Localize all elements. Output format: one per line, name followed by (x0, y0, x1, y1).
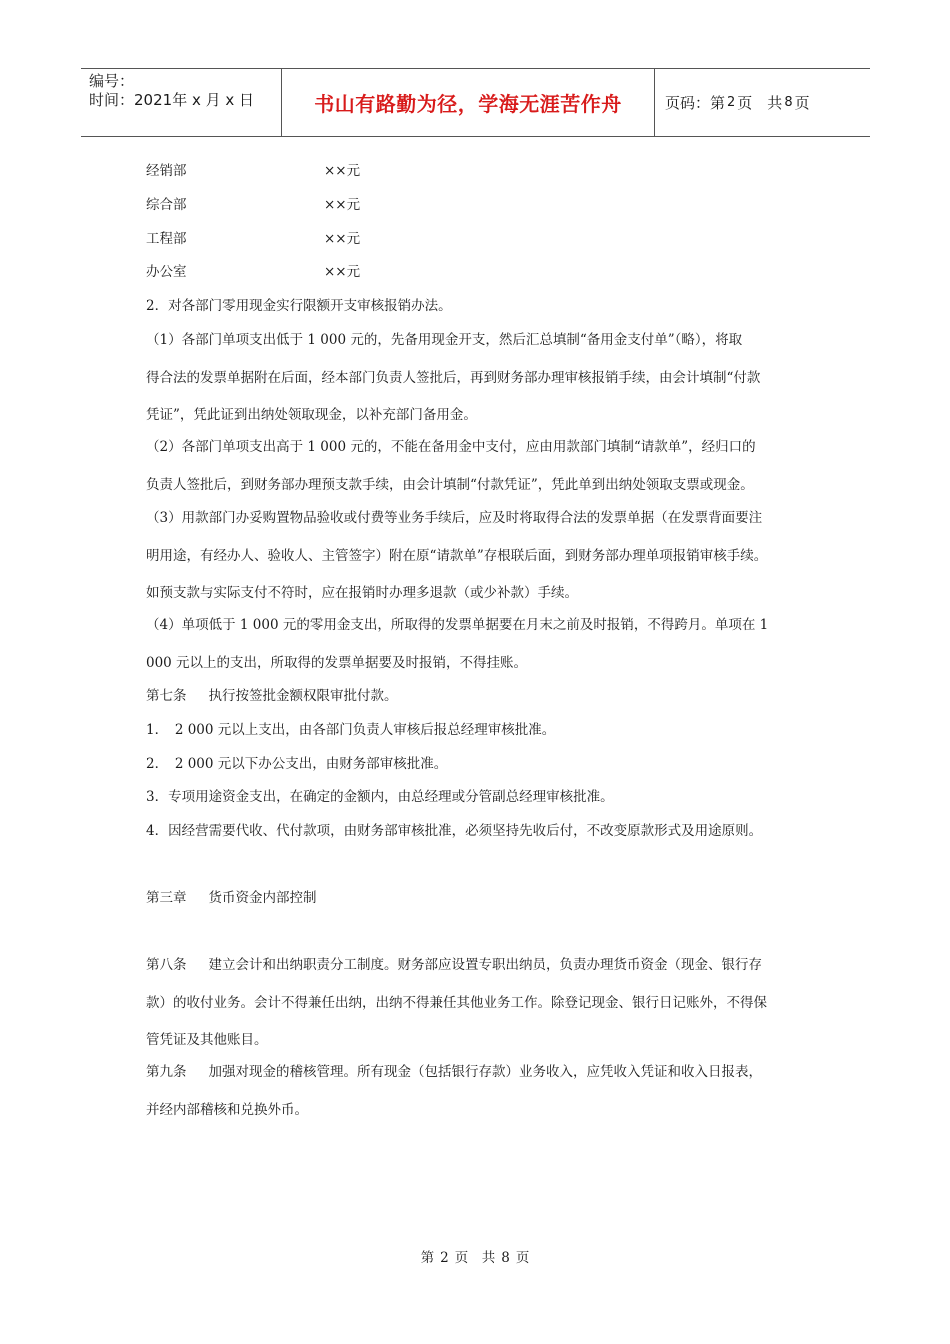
motto: 书山有路勤为径，学海无涯苦作舟 (314, 92, 622, 116)
paragraph-line: 负责人签批后，到财务部办理预支款手续，由会计填制“付款凭证”，凭此单到出纳处领取支票或现金。 (146, 477, 754, 493)
paragraph-line: 2． 2 000 元以下办公支出，由财务部审核批准。 (146, 756, 448, 772)
paragraph-line: 管凭证及其他账目。 (146, 1032, 268, 1048)
budget-dept: 工程部 (146, 231, 187, 247)
article-heading: 第八条 (146, 957, 187, 973)
budget-amount: ××元 (324, 264, 361, 280)
budget-amount: ××元 (324, 163, 361, 179)
page-num: 2 (727, 95, 736, 110)
footer-mid: 页 共 (454, 1250, 496, 1266)
budget-row (146, 195, 361, 215)
article-7 (146, 686, 398, 706)
serial-label: 编号： (89, 72, 135, 90)
budget-row (146, 262, 361, 282)
article-text: 执行按签批金额权限审批付款。 (208, 688, 398, 704)
page-header (81, 68, 870, 137)
paragraph-line: 并经内部稽核和兑换外币。 (146, 1102, 308, 1118)
article-9 (146, 1062, 762, 1082)
header-page-number (655, 69, 870, 136)
footer-end: 页 (515, 1250, 530, 1266)
budget-amount: ××元 (324, 197, 361, 213)
chapter-number: 第三章 (146, 890, 187, 906)
budget-row (146, 161, 361, 181)
date-prefix: 时间： (89, 91, 135, 109)
page-footer (0, 1246, 950, 1266)
date-year: 2021 (134, 91, 173, 109)
paragraph-line: 2．对各部门零用现金实行限额开支审核报销办法。 (146, 298, 452, 314)
page-mid: 页 共 (737, 94, 783, 112)
footer-num: 2 (440, 1250, 449, 1266)
article-heading: 第九条 (146, 1064, 187, 1080)
footer-pre: 第 (420, 1250, 435, 1266)
page-end: 页 (794, 94, 810, 112)
paragraph-line: 凭证”，凭此证到出纳处领取现金，以补充部门备用金。 (146, 407, 477, 423)
paragraph-line: 款）的收付业务。会计不得兼任出纳，出纳不得兼任其他业务工作。除登记现金、银行日记账外，不得保 (146, 995, 767, 1011)
paragraph-line: 如预支款与实际支付不符时，应在报销时办理多退款（或少补款）手续。 (146, 585, 578, 601)
article-heading: 第七条 (146, 688, 187, 704)
header-motto-cell (282, 69, 655, 136)
date-line (89, 91, 281, 110)
article-text: 加强对现金的稽核管理。所有现金（包括银行存款）业务收入，应凭收入凭证和收入日报表， (208, 1064, 762, 1080)
paragraph-line: （3）用款部门办妥购置物品验收或付费等业务手续后，应及时将取得合法的发票单据（在发票背面要注 (146, 510, 763, 526)
date-rest: 年 x 月 x 日 (172, 91, 255, 109)
budget-amount: ××元 (324, 231, 361, 247)
budget-row (146, 229, 361, 249)
paragraph-line: （1）各部门单项支出低于 1 000 元的，先备用现金开支，然后汇总填制“备用金支付单”（略），将取 (146, 332, 743, 348)
footer-total: 8 (501, 1250, 510, 1266)
paragraph-line: 3．专项用途资金支出，在确定的金额内，由总经理或分管副总经理审核批准。 (146, 789, 614, 805)
paragraph-line: 1． 2 000 元以上支出，由各部门负责人审核后报总经理审核批准。 (146, 722, 556, 738)
article-text: 建立会计和出纳职责分工制度。财务部应设置专职出纳员，负责办理货币资金（现金、银行存 (208, 957, 762, 973)
chapter-title: 货币资金内部控制 (208, 890, 317, 906)
page-label: 页码：第 (665, 94, 726, 112)
paragraph-line: 得合法的发票单据附在后面，经本部门负责人签批后，再到财务部办理审核报销手续，由会计填制“付款 (146, 370, 761, 386)
chapter-3-heading (146, 888, 317, 908)
budget-dept: 综合部 (146, 197, 187, 213)
article-8 (146, 955, 762, 975)
header-meta (81, 69, 282, 136)
paragraph-line: （2）各部门单项支出高于 1 000 元的，不能在备用金中支付，应由用款部门填制“请款单”，经归口的 (146, 439, 756, 455)
paragraph-line: 000 元以上的支出，所取得的发票单据要及时报销，不得挂账。 (146, 655, 528, 671)
budget-dept: 办公室 (146, 264, 187, 280)
paragraph-line: 明用途，有经办人、验收人、主管签字）附在原“请款单”存根联后面，到财务部办理单项报销审核手续。 (146, 548, 768, 564)
budget-dept: 经销部 (146, 163, 187, 179)
paragraph-line: （4）单项低于 1 000 元的零用金支出，所取得的发票单据要在月末之前及时报销，不得跨月。单项在 1 (146, 617, 769, 633)
page-total: 8 (784, 95, 793, 110)
paragraph-line: 4．因经营需要代收、代付款项，由财务部审核批准，必须坚持先收后付，不改变原款形式及用途原则。 (146, 823, 763, 839)
